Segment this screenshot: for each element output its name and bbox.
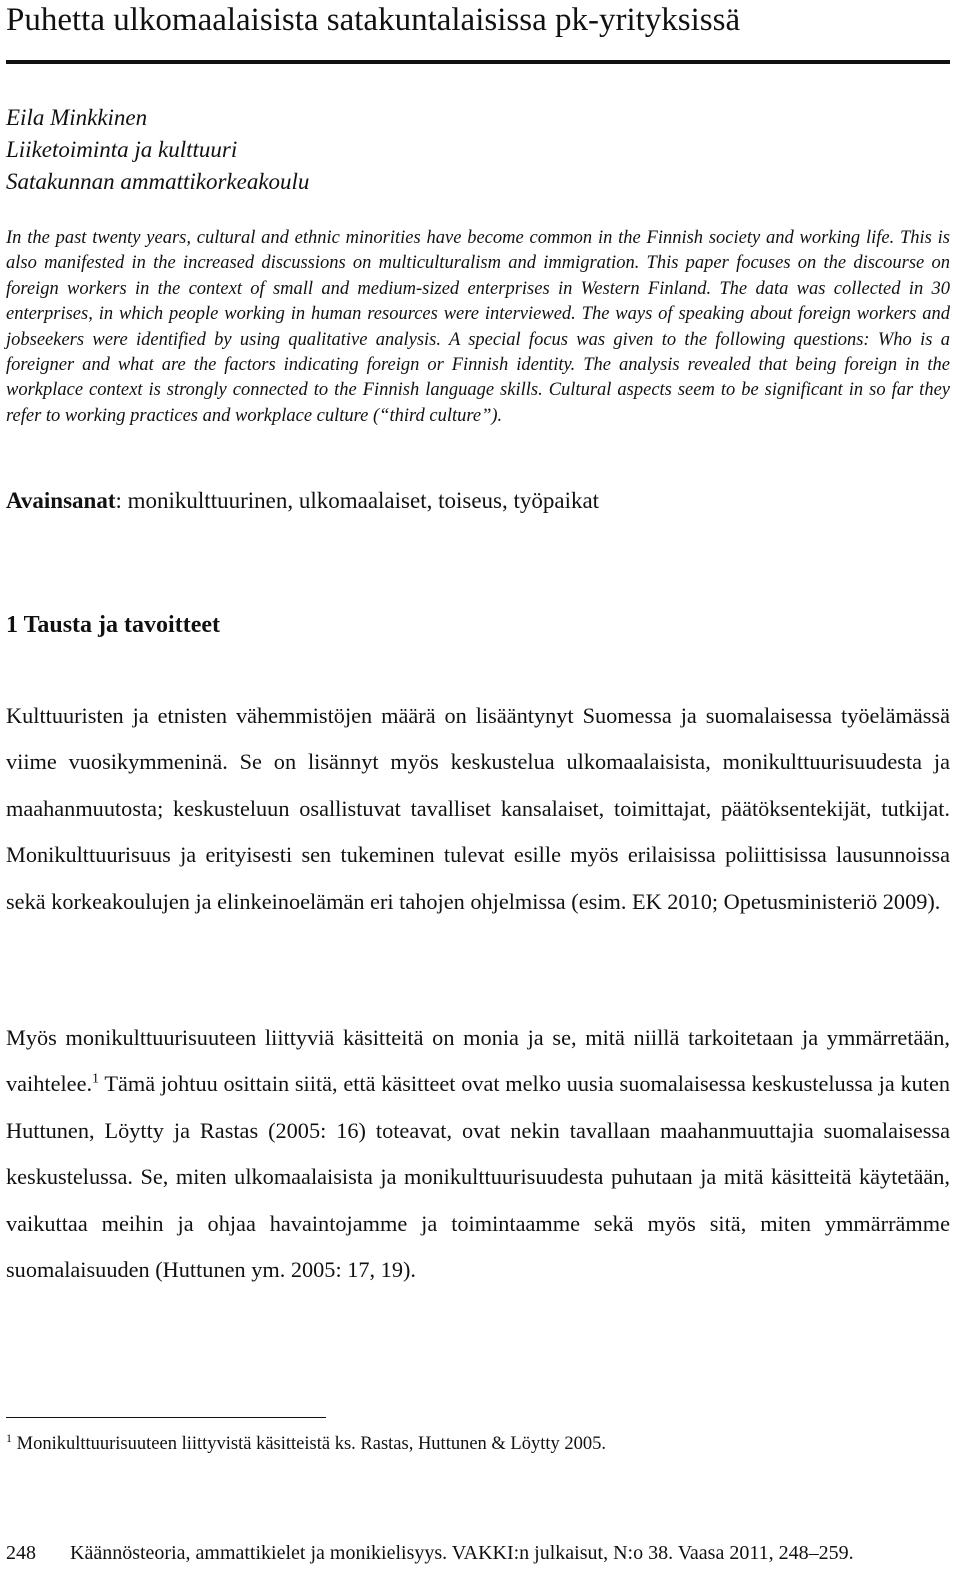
- abstract: In the past twenty years, cultural and ethnic minorities have become common in the Finnish society and working life. This is also manifested in the increased discussions on multiculturalism and immigration. This paper focuses on the discourse on foreign workers in the context of small and medium-sized enterprises in Western Finland. The data was collected in 30 enterprises, in which people working in human resources were interviewed. The ways of speaking about foreign workers and jobseekers were identified by using qualitative analysis. A special focus was given to the following questions: Who is a foreigner and what are the factors indicating foreign or Finnish identity. The analysis revealed that being foreign in the workplace context is strongly connected to the Finnish language skills. Cultural aspects seem to be significant in so far they refer to working practices and workplace culture (“third culture”).: [6, 228, 950, 426]
- article-title: Puhetta ulkomaalaisista satakuntalaisissa pk-yrityksissä: [6, 2, 741, 38]
- publication-citation: Käännösteoria, ammattikielet ja monikielisyys. VAKKI:n julkaisut, N:o 38. Vaasa 2011, 248–259.: [70, 1542, 854, 1564]
- footnote: [6, 1430, 950, 1458]
- footnote-text: Monikulttuurisuuteen liittyvistä käsitteistä ks. Rastas, Huttunen & Löytty 2005.: [12, 1434, 607, 1454]
- author-department: Liiketoiminta ja kulttuuri: [6, 137, 238, 162]
- author-name: Eila Minkkinen: [6, 105, 148, 130]
- paragraph-2-text-before-ref: Myös monikulttuurisuuteen liittyviä käsitteitä on monia ja se, mitä niillä tarkoitetaan ja ymmärretään, vaihtelee.: [6, 1025, 950, 1097]
- paragraph-2-text-after-ref: Tämä johtuu osittain siitä, että käsitteet ovat melko uusia suomalaisessa keskustelussa ja kuten Huttunen, Löytty ja Rastas (2005: 16) toteavat, ovat nekin tavallaan maahanmuuttajia suomalaisessa keskustelussa. Se, miten ulkomaalaisista ja monikulttuurisuudesta puhutaan ja mitä käsitteitä käytetään, vaikuttaa meihin ja ohjaa havaintojamme ja toimintaamme sekä myös sitä, miten ymmärrämme suomalaisuuden (Huttunen ym. 2005: 17, 19).: [6, 1071, 950, 1283]
- keywords: [6, 484, 950, 518]
- page-footer: [6, 1538, 950, 1568]
- footnote-reference[interactable]: 1: [92, 1071, 100, 1087]
- author-block: [6, 102, 309, 198]
- body-paragraph-2: [6, 1015, 950, 1293]
- keywords-label: Avainsanat: [6, 488, 116, 513]
- keywords-value: monikulttuurinen, ulkomaalaiset, toiseus, työpaikat: [121, 488, 600, 513]
- footnote-number: 1: [6, 1430, 12, 1445]
- body-paragraph-1: Kulttuuristen ja etnisten vähemmistöjen määrä on lisääntynyt Suomessa ja suomalaisessa työelämässä viime vuosikymmeninä. Se on lisännyt myös keskustelua ulkomaalaisista, monikulttuurisuudesta ja maahanmuutosta; keskusteluun osallistuvat tavalliset kansalaiset, toimittajat, päätöksentekijät, tutkijat. Monikulttuurisuus ja erityisesti sen tukeminen tulevat esille myös erilaisissa poliittisissa lausunnoissa sekä korkeakoulujen ja elinkeinoelämän eri tahojen ohjelmissa (esim. EK 2010; Opetusministeriö 2009).: [6, 703, 950, 914]
- keywords-separator: :: [115, 488, 122, 513]
- title-divider: [6, 60, 950, 64]
- author-institution: Satakunnan ammattikorkeakoulu: [6, 169, 310, 194]
- section-heading: 1 Tausta ja tavoitteet: [6, 612, 220, 638]
- footnote-divider: [6, 1417, 326, 1418]
- page-number: 248: [6, 1542, 36, 1564]
